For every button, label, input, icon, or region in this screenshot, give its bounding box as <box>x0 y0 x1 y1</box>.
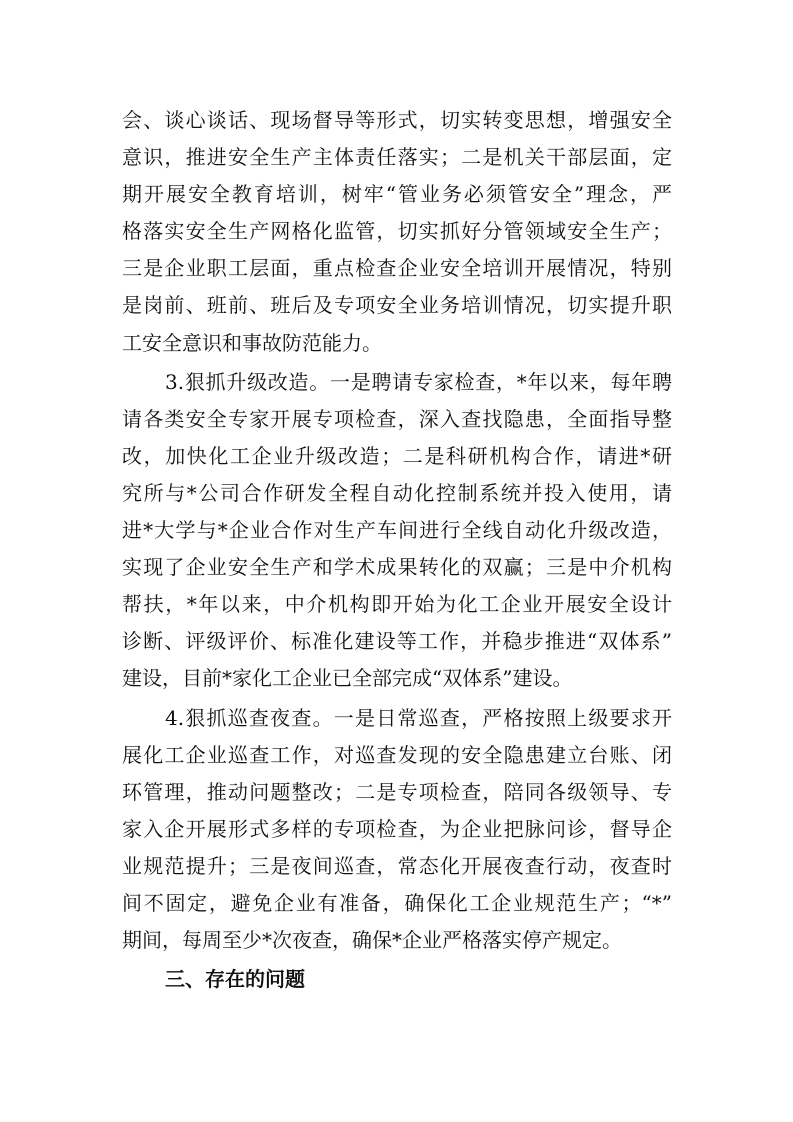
text-line: 进*大学与*企业合作对生产车间进行全线自动化升级改造， <box>122 518 672 543</box>
text-line: 帮扶，*年以来，中介机构即开始为化工企业开展安全设计 <box>122 592 672 617</box>
text-line: 环管理，推动问题整改；二是专项检查，陪同各级领导、专 <box>122 779 672 804</box>
text-line: 实现了企业安全生产和学术成果转化的双赢；三是中介机构 <box>122 555 672 580</box>
text-line: 诊断、评级评价、标准化建设等工作，并稳步推进“双体系” <box>122 629 672 654</box>
text-line: 建设，目前*家化工企业已全部完成“双体系”建设。 <box>122 666 573 691</box>
paragraph-continued <box>122 102 672 362</box>
text-line: 期开展安全教育培训，树牢“管业务必须管安全”理念，严 <box>122 182 672 207</box>
text-line: 家入企开展形式多样的专项检查，为企业把脉问诊，督导企 <box>122 816 672 841</box>
text-line: 格落实安全生产网格化监管，切实抓好分管领域安全生产； <box>122 219 672 244</box>
section-heading: 三、存在的问题 <box>165 967 305 992</box>
paragraph-upgrade <box>122 364 672 698</box>
text-line: 4.狠抓巡查夜查。一是日常巡查，严格按照上级要求开 <box>165 705 672 730</box>
text-line: 间不固定，避免企业有准备，确保化工企业规范生产；“*” <box>122 890 672 915</box>
text-line: 展化工企业巡查工作，对巡查发现的安全隐患建立台账、闭 <box>122 742 672 767</box>
text-line: 业规范提升；三是夜间巡查，常态化开展夜查行动，夜查时 <box>122 853 672 878</box>
text-line: 3.狠抓升级改造。一是聘请专家检查，*年以来，每年聘 <box>165 369 672 394</box>
text-line: 工安全意识和事故防范能力。 <box>122 330 382 355</box>
text-line: 是岗前、班前、班后及专项安全业务培训情况，切实提升职 <box>122 293 672 318</box>
text-line: 究所与*公司合作研发全程自动化控制系统并投入使用，请 <box>122 480 672 505</box>
text-line: 期间，每周至少*次夜查，确保*企业严格落实停产规定。 <box>122 928 622 953</box>
text-line: 意识，推进安全生产主体责任落实；二是机关干部层面，定 <box>122 145 672 170</box>
text-line: 会、谈心谈话、现场督导等形式，切实转变思想，增强安全 <box>122 108 672 132</box>
document-page <box>122 102 672 998</box>
text-line: 请各类安全专家开展专项检查，深入查找隐患，全面指导整 <box>122 406 672 431</box>
paragraph-inspection <box>122 700 672 960</box>
text-line: 三是企业职工层面，重点检查企业安全培训开展情况，特别 <box>122 256 672 281</box>
text-line: 改，加快化工企业升级改造；二是科研机构合作，请进*研 <box>122 443 672 468</box>
